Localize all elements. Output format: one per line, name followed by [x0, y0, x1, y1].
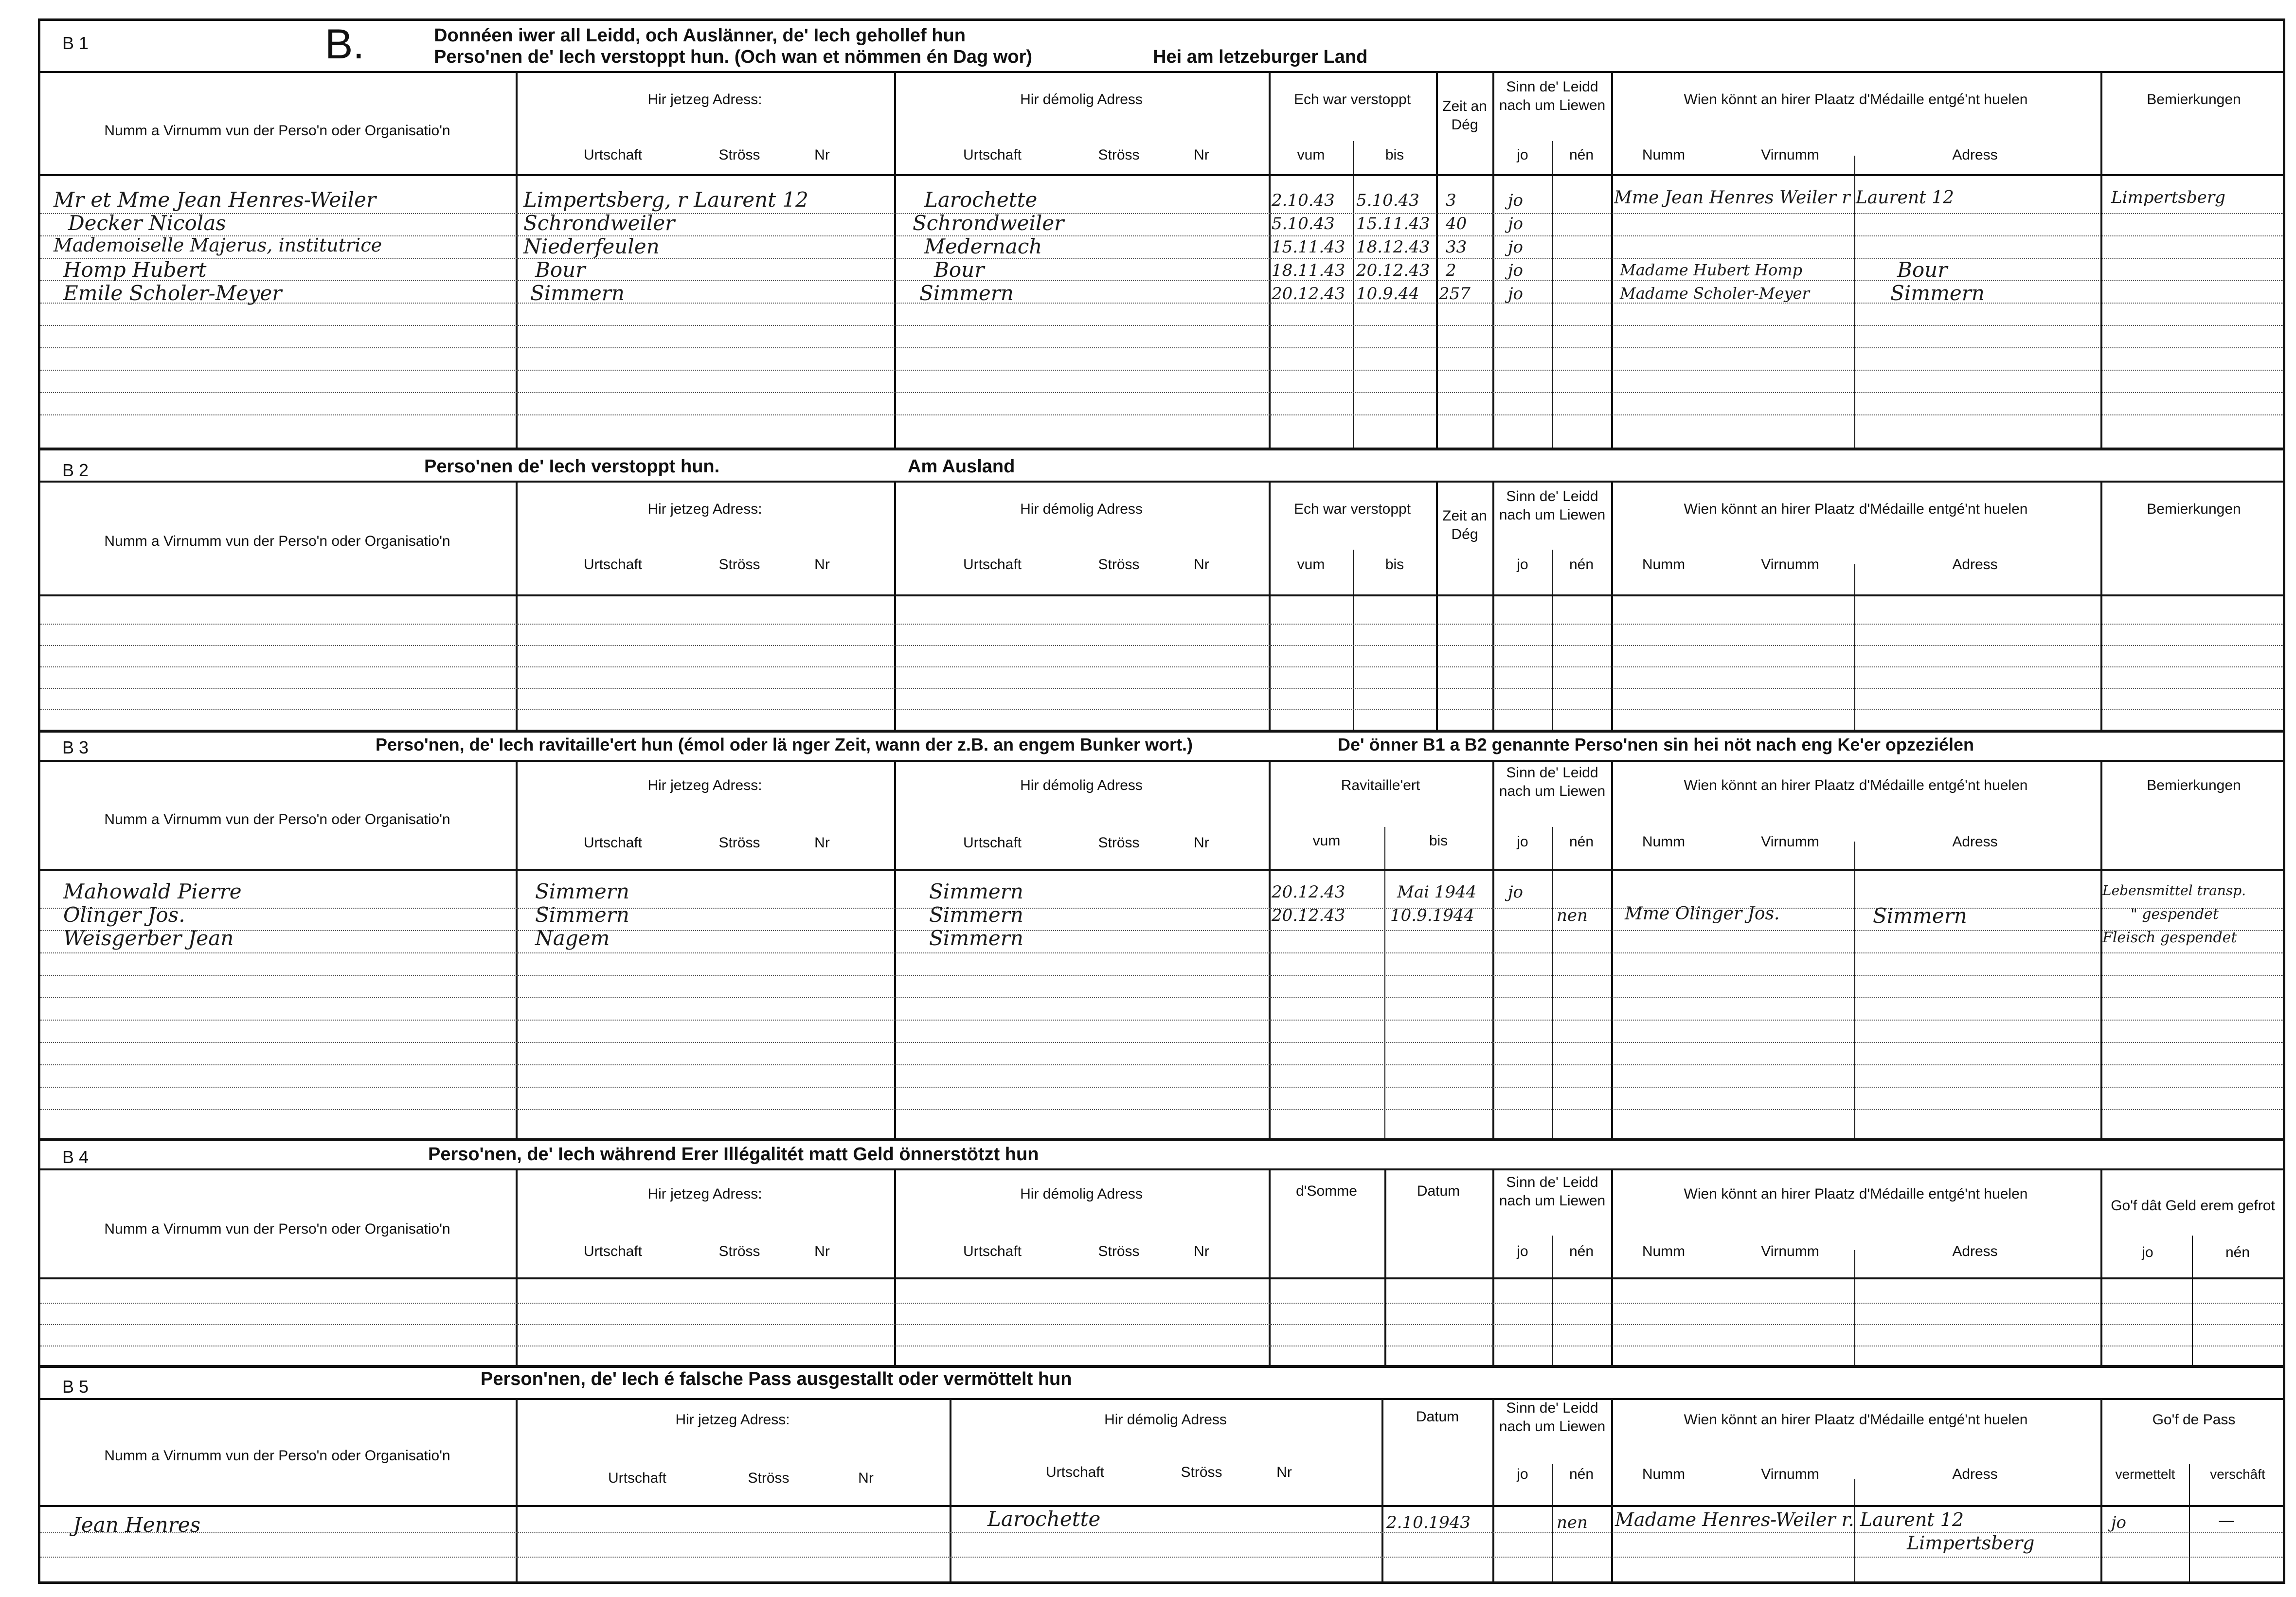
- b3-label: B 3: [62, 737, 89, 757]
- b5-hdr-first: Virnumm: [1761, 1466, 1819, 1482]
- b1-row2-from: 5.10.43: [1272, 214, 1335, 233]
- b1-row3-days: 33: [1446, 237, 1467, 257]
- b2-hdr-hidden: Ech war verstoppt: [1293, 501, 1411, 517]
- b4-hdr-street2: Ströss: [1098, 1243, 1140, 1259]
- b5-row1-medal2: Limpertsberg: [1907, 1532, 2035, 1554]
- b4-hdr-street: Ströss: [718, 1243, 760, 1259]
- b4-hdr-medal: Wien könnt an hirer Plaatz d'Médaille entgé'nt huelen: [1684, 1186, 2028, 1202]
- b5-hdr-yes: jo: [1517, 1466, 1528, 1482]
- b3-row3-cur: Nagem: [535, 926, 610, 950]
- b1-row5-from: 20.12.43: [1272, 284, 1345, 304]
- b3-hdr-town: Urtschaft: [583, 835, 643, 851]
- b3-row1-cur: Simmern: [535, 879, 629, 903]
- b1-row1-medal: Mme Jean Henres Weiler r Laurent 12: [1614, 188, 1954, 208]
- b4-hdr-date: Datum: [1417, 1183, 1460, 1199]
- b4-hdr-no: nén: [1569, 1243, 1594, 1259]
- b5-row1-name: Jean Henres: [73, 1513, 201, 1537]
- b5-hdr-street: Ströss: [748, 1470, 789, 1486]
- b3-title2: De' önner B1 a B2 genannte Perso'nen sin hei nöt nach eng Ke'er opzeziélen: [1338, 735, 1974, 754]
- b1-row5-to: 10.9.44: [1356, 284, 1419, 304]
- b3-hdr-nr2: Nr: [1194, 835, 1209, 851]
- b2-hdr-alive: Sinn de' Leidd nach um Liewen: [1499, 488, 1606, 523]
- b1-row5-medal: Madame Scholer-Meyer: [1620, 284, 1810, 303]
- b1-row3-to: 18.12.43: [1356, 237, 1430, 257]
- b5-row1-no: nen: [1557, 1513, 1588, 1532]
- b1-hdr-no: nén: [1569, 147, 1594, 163]
- b1-hdr-street: Ströss: [718, 147, 760, 163]
- b1-hdr-town: Urtschaft: [583, 147, 643, 163]
- b3-row1-yes: jo: [1508, 882, 1524, 902]
- b1-hdr-alive: Sinn de' Leidd nach um Liewen: [1499, 79, 1606, 113]
- b3-hdr-nr: Nr: [814, 835, 830, 851]
- b2-hdr-old: Hir démolig Adress: [1020, 501, 1143, 517]
- b5-hdr-alive: Sinn de' Leidd nach um Liewen: [1499, 1400, 1606, 1435]
- b3-row2-no: nen: [1557, 906, 1588, 925]
- b2-hdr-medal: Wien könnt an hirer Plaatz d'Médaille entgé'nt huelen: [1684, 501, 2028, 517]
- b1-hdr-first: Virnumm: [1761, 147, 1819, 163]
- b1-row4-medal: Madame Hubert Homp: [1620, 261, 1803, 279]
- b1-row4-to: 20.12.43: [1356, 261, 1430, 280]
- b3-hdr-street2: Ströss: [1098, 835, 1140, 851]
- b2-label: B 2: [62, 460, 89, 480]
- b1-row4-name: Homp Hubert: [63, 258, 207, 282]
- b3-hdr-num: Numm: [1642, 834, 1686, 850]
- b5-hdr-town2: Urtschaft: [1045, 1464, 1105, 1480]
- b2-hdr-nr2: Nr: [1194, 556, 1209, 573]
- b1-row5-name: Emile Scholer-Meyer: [63, 281, 282, 305]
- b3-hdr-ravit: Ravitaille'ert: [1341, 777, 1420, 793]
- b3-hdr-cur: Hir jetzeg Adress:: [647, 777, 762, 793]
- b2-title2: Am Ausland: [908, 456, 1015, 477]
- b1-hdr-cur: Hir jetzeg Adress:: [647, 91, 762, 108]
- b2-hdr-yes: jo: [1517, 556, 1528, 573]
- b1-row1-old: Larochette: [924, 188, 1038, 212]
- b5-hdr-nr: Nr: [858, 1470, 874, 1486]
- b2-hdr-time: Zeit an Dég: [1442, 508, 1487, 542]
- b3-hdr-to: bis: [1429, 833, 1448, 849]
- b3-hdr-from: vum: [1312, 833, 1341, 849]
- b2-hdr-cur: Hir jetzeg Adress:: [647, 501, 762, 517]
- b1-title-line3: Hei am letzeburger Land: [1153, 47, 1368, 67]
- b5-title: Person'nen, de' Iech é falsche Pass ausgestallt oder vermöttelt hun: [481, 1369, 1072, 1389]
- b1-hdr-nr: Nr: [814, 147, 830, 163]
- b1-row1-to: 5.10.43: [1356, 191, 1419, 210]
- b1-title-line1: Donnéen iwer all Leidd, och Auslänner, de' Iech gehollef hun: [434, 25, 966, 46]
- b1-row3-from: 15.11.43: [1272, 237, 1345, 257]
- b2-hdr-first: Virnumm: [1761, 556, 1819, 573]
- b5-row1-date: 2.10.1943: [1386, 1513, 1471, 1532]
- b1-hdr-medal: Wien könnt an hirer Plaatz d'Médaille entgé'nt huelen: [1684, 91, 2028, 108]
- b2-hdr-addr: Adress: [1952, 556, 1998, 573]
- b1-row5-days: 257: [1439, 284, 1471, 304]
- b3-hdr-first: Virnumm: [1761, 834, 1819, 850]
- b1-row4-cur: Bour: [535, 258, 586, 282]
- b1-label: B 1: [62, 33, 89, 53]
- b2-hdr-street: Ströss: [718, 556, 760, 573]
- b1-hdr-to: bis: [1385, 147, 1404, 163]
- b4-title-bar: [38, 1138, 2285, 1170]
- b4-hdr-town: Urtschaft: [583, 1243, 643, 1259]
- b1-row4-medal-addr: Bour: [1897, 258, 1948, 282]
- b5-row1-done: —: [2218, 1511, 2235, 1530]
- b4-label: B 4: [62, 1147, 89, 1167]
- b5-hdr-cur: Hir jetzeg Adress:: [675, 1412, 790, 1428]
- b5-hdr-pass: Go'f de Pass: [2152, 1412, 2236, 1428]
- b3-hdr-alive: Sinn de' Leidd nach um Liewen: [1499, 765, 1606, 799]
- b1-row5-cur: Simmern: [530, 281, 625, 305]
- b5-title-bar: [38, 1365, 2285, 1400]
- b1-row2-name: Decker Nicolas: [68, 211, 226, 235]
- b3-row2-from: 20.12.43: [1272, 906, 1345, 925]
- b5-hdr-date: Datum: [1416, 1409, 1459, 1425]
- b2-hdr-num: Numm: [1642, 556, 1686, 573]
- b5-hdr-name: Numm a Virnumm vun der Perso'n oder Organisatio'n: [104, 1448, 450, 1464]
- b1-row2-old: Schrondweiler: [913, 211, 1064, 235]
- b1-row1-cur: Limpertsberg, r Laurent 12: [523, 188, 808, 212]
- b3-row2-medal-addr: Simmern: [1873, 904, 1967, 928]
- b5-hdr-nr2: Nr: [1276, 1464, 1292, 1480]
- b3-hdr-remarks: Bemierkungen: [2147, 777, 2241, 793]
- b4-title: Perso'nen, de' Iech während Erer Illégalitét matt Geld önnerstötzt hun: [428, 1144, 1039, 1165]
- b1-row2-cur: Schrondweiler: [523, 211, 675, 235]
- b1-hdr-num: Numm: [1642, 147, 1686, 163]
- b5-hdr-street2: Ströss: [1181, 1464, 1222, 1480]
- b3-row3-old: Simmern: [929, 926, 1023, 950]
- b1-hdr-yes: jo: [1517, 147, 1528, 163]
- b1-row3-old: Medernach: [924, 234, 1042, 258]
- b2-hdr-to: bis: [1385, 556, 1404, 573]
- b3-row2-name: Olinger Jos.: [63, 903, 185, 927]
- b4-hdr-gave: Go'f dât Geld erem gefrot: [2111, 1198, 2275, 1214]
- b1-hdr-town2: Urtschaft: [963, 147, 1022, 163]
- b3-hdr-old: Hir démolig Adress: [1020, 777, 1143, 793]
- b1-row5-old: Simmern: [919, 281, 1014, 305]
- b1-hdr-hidden: Ech war verstoppt: [1293, 91, 1411, 108]
- b5-hdr-done: verschâft: [2210, 1467, 2265, 1482]
- b1-row1-from: 2.10.43: [1272, 191, 1335, 210]
- b1-hdr-old: Hir démolig Adress: [1020, 91, 1143, 108]
- b2-title-bar: [38, 448, 2285, 483]
- b1-row3-yes: jo: [1508, 237, 1524, 257]
- b1-hdr-nr2: Nr: [1194, 147, 1209, 163]
- b1-row4-yes: jo: [1508, 261, 1524, 280]
- b3-row3-name: Weisgerber Jean: [63, 926, 234, 950]
- b1-row4-days: 2: [1446, 261, 1456, 280]
- b5-row1-mediated: jo: [2111, 1513, 2127, 1532]
- b2-hdr-street2: Ströss: [1098, 556, 1140, 573]
- b1-row4-from: 18.11.43: [1272, 261, 1345, 280]
- b5-hdr-town: Urtschaft: [608, 1470, 667, 1486]
- b1-row2-to: 15.11.43: [1356, 214, 1430, 233]
- b4-hdr-first: Virnumm: [1761, 1243, 1819, 1259]
- b5-label: B 5: [62, 1377, 89, 1397]
- b4-hdr-sum: d'Somme: [1296, 1183, 1357, 1199]
- b1-hdr-remarks: Bemierkungen: [2147, 91, 2241, 108]
- b1-row1-yes: jo: [1508, 191, 1524, 210]
- b2-hdr-from: vum: [1297, 556, 1325, 573]
- b3-row2-cur: Simmern: [535, 903, 629, 927]
- b4-hdr-no2: nén: [2225, 1244, 2250, 1260]
- b5-hdr-medal: Wien könnt an hirer Plaatz d'Médaille entgé'nt huelen: [1684, 1412, 2028, 1428]
- b2-hdr-town2: Urtschaft: [963, 556, 1022, 573]
- b5-hdr-num: Numm: [1642, 1466, 1686, 1482]
- b3-hdr-town2: Urtschaft: [963, 835, 1022, 851]
- b4-hdr-name: Numm a Virnumm vun der Perso'n oder Organisatio'n: [104, 1221, 450, 1237]
- b1-row2-yes: jo: [1508, 214, 1524, 233]
- b3-hdr-addr: Adress: [1952, 834, 1998, 850]
- b3-title: Perso'nen, de' Iech ravitaille'ert hun (émol oder lä nger Zeit, wann der z.B. an engem Bunker wort.): [376, 735, 1193, 754]
- b4-hdr-addr: Adress: [1952, 1243, 1998, 1259]
- b1-row1-days: 3: [1446, 191, 1456, 210]
- b4-hdr-num: Numm: [1642, 1243, 1686, 1259]
- b1-row3-name: Mademoiselle Majerus, institutrice: [54, 234, 382, 256]
- b3-row1-from: 20.12.43: [1272, 882, 1345, 902]
- b4-hdr-old: Hir démolig Adress: [1020, 1186, 1143, 1202]
- b5-hdr-addr: Adress: [1952, 1466, 1998, 1482]
- b4-hdr-cur: Hir jetzeg Adress:: [647, 1186, 762, 1202]
- b3-hdr-name: Numm a Virnumm vun der Perso'n oder Organisatio'n: [104, 811, 450, 827]
- b1-row3-cur: Niederfeulen: [523, 234, 660, 258]
- b5-row1-medal: Madame Henres-Weiler r. Laurent 12: [1615, 1509, 1964, 1530]
- b1-row1-rem: Limpertsberg: [2111, 188, 2225, 207]
- b1-hdr-addr: Adress: [1952, 147, 1998, 163]
- b2-hdr-town: Urtschaft: [583, 556, 643, 573]
- b5-hdr-no: nén: [1569, 1466, 1594, 1482]
- b3-row3-rem: Fleisch gespendet: [2102, 929, 2237, 946]
- b3-row1-rem: Lebensmittel transp.: [2102, 882, 2246, 898]
- b1-hdr-from: vum: [1297, 147, 1325, 163]
- b2-hdr-remarks: Bemierkungen: [2147, 501, 2241, 517]
- b3-hdr-medal: Wien könnt an hirer Plaatz d'Médaille entgé'nt huelen: [1684, 777, 2028, 793]
- b1-row4-old: Bour: [934, 258, 985, 282]
- b1-row1-name: Mr et Mme Jean Henres-Weiler: [54, 188, 376, 212]
- b3-row2-rem: " gespendet: [2131, 906, 2219, 923]
- b4-hdr-town2: Urtschaft: [963, 1243, 1022, 1259]
- b1-hdr-time: Zeit an Dég: [1442, 98, 1487, 133]
- b4-hdr-nr2: Nr: [1194, 1243, 1209, 1259]
- b4-hdr-yes: jo: [1517, 1243, 1528, 1259]
- b4-hdr-nr: Nr: [814, 1243, 830, 1259]
- b1-row5-medal-addr: Simmern: [1890, 281, 1985, 305]
- b1-big-letter: B.: [325, 21, 365, 68]
- b4-hdr-yes2: jo: [2142, 1244, 2153, 1260]
- b3-row1-to: Mai 1944: [1397, 882, 1477, 902]
- b4-hdr-alive: Sinn de' Leidd nach um Liewen: [1499, 1174, 1606, 1209]
- b3-row1-old: Simmern: [929, 879, 1023, 903]
- b3-row2-to: 10.9.1944: [1390, 906, 1475, 925]
- b3-hdr-street: Ströss: [718, 835, 760, 851]
- b1-row2-days: 40: [1446, 214, 1467, 233]
- b2-title: Perso'nen de' Iech verstoppt hun.: [424, 456, 720, 477]
- b2-hdr-nr: Nr: [814, 556, 830, 573]
- b3-row2-medal: Mme Olinger Jos.: [1625, 904, 1780, 924]
- b1-hdr-street2: Ströss: [1098, 147, 1140, 163]
- b2-hdr-no: nén: [1569, 556, 1594, 573]
- b1-title-line2: Perso'nen de' Iech verstoppt hun. (Och wan et nömmen én Dag wor): [434, 47, 1033, 67]
- b3-row1-name: Mahowald Pierre: [63, 879, 242, 903]
- b2-hdr-name: Numm a Virnumm vun der Perso'n oder Organisatio'n: [104, 533, 450, 549]
- b5-hdr-old: Hir démolig Adress: [1104, 1412, 1227, 1428]
- b5-row1-old: Larochette: [987, 1507, 1101, 1531]
- b3-hdr-no: nén: [1569, 834, 1594, 850]
- b3-row2-old: Simmern: [929, 903, 1023, 927]
- b5-hdr-mediated: vermettelt: [2115, 1467, 2175, 1482]
- b3-hdr-yes: jo: [1517, 834, 1528, 850]
- b1-hdr-name: Numm a Virnumm vun der Perso'n oder Organisatio'n: [104, 123, 450, 139]
- b1-row5-yes: jo: [1508, 284, 1524, 304]
